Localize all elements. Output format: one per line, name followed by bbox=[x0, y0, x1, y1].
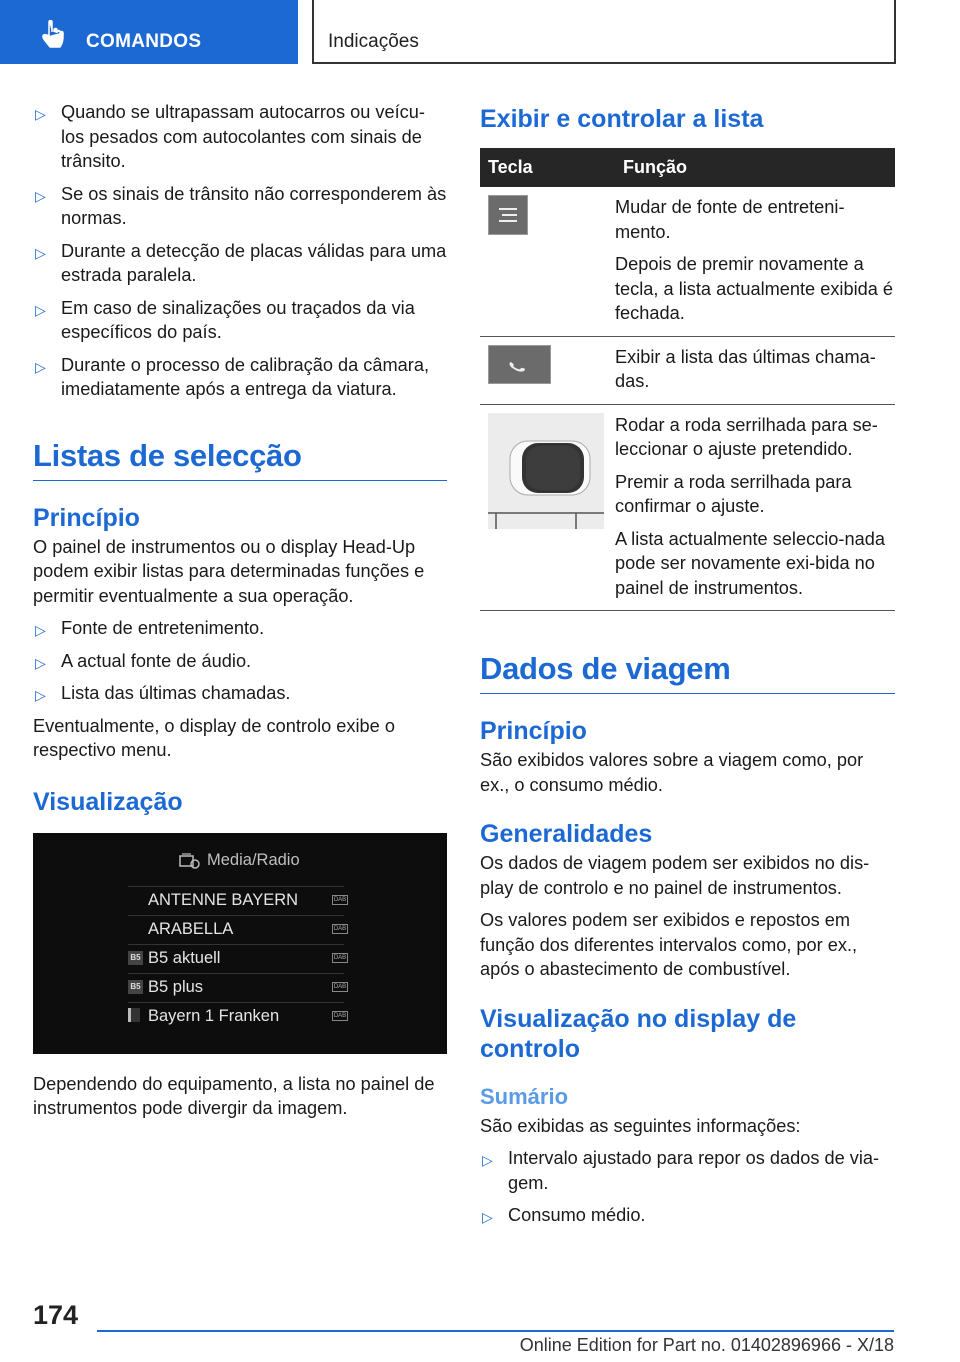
list-item: ▷ Fonte de entretenimento. bbox=[33, 616, 447, 641]
b5-logo-icon: B5 bbox=[128, 951, 143, 965]
bullet-triangle-icon: ▷ bbox=[35, 654, 46, 671]
bullet-triangle-icon: ▷ bbox=[35, 106, 46, 122]
list-item: ANTENNE BAYERN DAB bbox=[128, 886, 344, 913]
footer-divider bbox=[97, 1330, 894, 1332]
list-item: ARABELLA DAB bbox=[128, 915, 344, 942]
subsection-title-principle: Princípio bbox=[480, 717, 587, 745]
footer-edition: Online Edition for Part no. 01402896966 - X/18 bbox=[519, 1335, 894, 1355]
left-column bbox=[33, 100, 447, 1121]
bullet-triangle-icon: ▷ bbox=[35, 687, 46, 703]
bullet-triangle-icon: ▷ bbox=[482, 1209, 493, 1225]
media-radio-icon bbox=[178, 850, 200, 870]
list-item: B5 B5 aktuell DAB bbox=[128, 944, 344, 971]
header-section bbox=[312, 0, 896, 64]
thumbwheel-image bbox=[488, 413, 604, 529]
table-row: Mudar de fonte de entreteni-mento. Depois de premir novamente a tecla, a lista actualmente exibida é fechada. bbox=[480, 187, 895, 336]
dab-badge: DAB bbox=[333, 925, 347, 932]
dab-badge: DAB bbox=[333, 983, 347, 990]
general-text-1: Os dados de viagem podem ser exibidos no dis-play de controlo e no painel de instrumentos. bbox=[480, 853, 870, 898]
list-item: ▷ Quando se ultrapassam autocarros ou veícu-los pesados com autocolantes com sinais de trânsito. bbox=[35, 102, 425, 171]
bullet-triangle-icon: ▷ bbox=[482, 1152, 493, 1168]
subsection-title-principle: Princípio bbox=[33, 503, 140, 532]
section-title-trip: Dados de viagem bbox=[480, 651, 895, 694]
principle-text: São exibidos valores sobre a viagem como, por ex., o consumo médio. bbox=[480, 750, 864, 795]
bullet-triangle-icon: ▷ bbox=[35, 244, 46, 261]
dab-badge: DAB bbox=[333, 1012, 347, 1019]
bayern-logo-icon bbox=[128, 1008, 140, 1022]
header-section-label: Indicações bbox=[328, 31, 419, 52]
eventual-text: Eventualmente, o display de controlo exibe o respectivo menu. bbox=[33, 715, 395, 760]
general-text-2: Os valores podem ser exibidos e repostos em função dos diferentes intervalos como, por ex., após o abastecimento de combustível. bbox=[480, 910, 858, 979]
dab-badge: DAB bbox=[333, 954, 347, 961]
list-item: Bayern 1 Franken DAB bbox=[128, 1002, 344, 1029]
media-radio-screenshot bbox=[33, 833, 447, 1054]
phone-button-icon bbox=[488, 345, 551, 384]
list-item: ▷ Em caso de sinalizações ou traçados da via específicos do país. bbox=[35, 297, 415, 342]
subsection-title-general: Generalidades bbox=[480, 820, 653, 848]
b5-logo-icon: B5 bbox=[128, 980, 143, 994]
list-item: ▷ Se os sinais de trânsito não corresponderem às normas. bbox=[35, 183, 447, 228]
list-item: ▷ Durante a detecção de placas válidas para uma estrada paralela. bbox=[35, 240, 447, 285]
hand-pointer-icon bbox=[40, 20, 66, 50]
dab-badge: DAB bbox=[333, 896, 347, 903]
list-item: ▷ Lista das últimas chamadas. bbox=[33, 681, 447, 706]
page-number: 174 bbox=[33, 1300, 79, 1330]
subsection-title-summary: Sumário bbox=[480, 1083, 569, 1109]
section-title-lists: Listas de selecção bbox=[33, 438, 447, 481]
bullet-triangle-icon: ▷ bbox=[35, 622, 46, 638]
header-tab-label: COMANDOS bbox=[86, 31, 202, 52]
summary-text: São exibidas as seguintes informações: bbox=[480, 1115, 801, 1136]
table-header-key: Tecla bbox=[480, 148, 606, 187]
bullet-triangle-icon: ▷ bbox=[35, 187, 46, 204]
table-header-function: Função bbox=[606, 148, 895, 187]
subsection-title-display: Visualização no display de controlo bbox=[480, 1004, 797, 1063]
image-caption: Dependendo do equipamento, a lista no painel de instrumentos pode divergir da imagem. bbox=[33, 1073, 435, 1118]
media-title: Media/Radio bbox=[207, 850, 300, 869]
subsection-title-visual: Visualização bbox=[33, 787, 183, 816]
bullet-triangle-icon: ▷ bbox=[35, 301, 46, 318]
list-button-icon bbox=[488, 195, 528, 235]
list-item: B5 B5 plus DAB bbox=[128, 973, 344, 1000]
table-row: Exibir a lista das últimas chama-das. bbox=[480, 336, 895, 404]
right-column bbox=[480, 100, 895, 1236]
list-item: ▷ Consumo médio. bbox=[480, 1203, 895, 1228]
list-item: ▷ Durante o processo de calibração da câmara, imediatamente após a entrega da viatura. bbox=[35, 354, 429, 399]
list-item: ▷ A actual fonte de áudio. bbox=[33, 649, 447, 674]
section-title-table: Exibir e controlar a lista bbox=[480, 105, 764, 133]
bullet-triangle-icon: ▷ bbox=[35, 358, 46, 375]
key-function-table bbox=[480, 148, 895, 611]
principle-text: O painel de instrumentos ou o display Head-Up podem exibir listas para determinadas funções e permitir eventualmente a sua operação. bbox=[33, 536, 425, 606]
list-item: ▷ Intervalo ajustado para repor os dados de via-gem. bbox=[482, 1148, 880, 1193]
table-row: Rodar a roda serrilhada para se-leccionar o ajuste pretendido. Premir a roda serrilhada para confirmar o ajuste. A lista actualmente seleccio-nada pode ser novamente exi-bida no painel de instrumentos. bbox=[480, 404, 895, 611]
header-tab[interactable] bbox=[0, 0, 298, 64]
